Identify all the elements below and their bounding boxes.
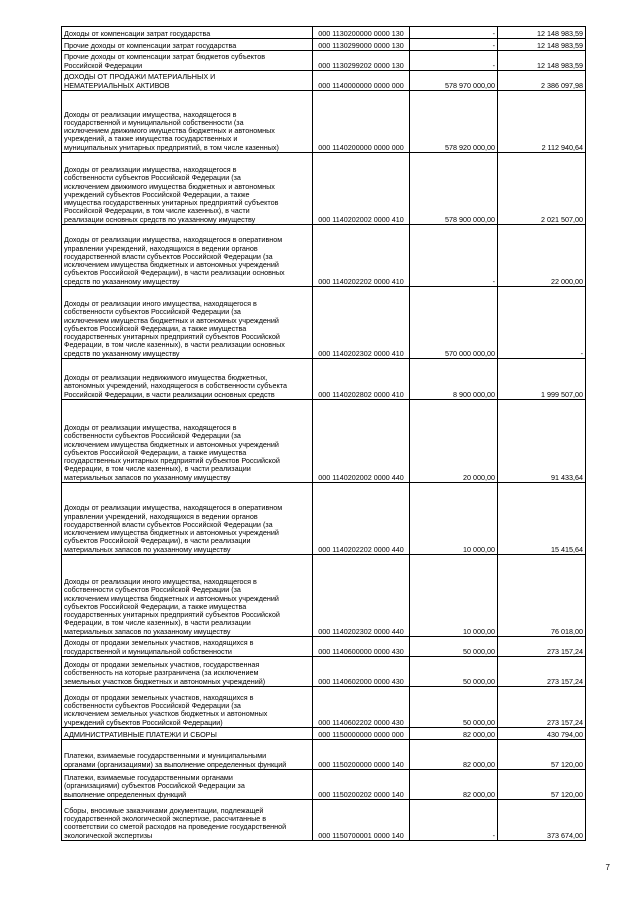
row-plan-cell: 570 000 000,00 xyxy=(410,287,498,359)
row-name-cell: Доходы от реализации имущества, находящегося в государственной и муниципальной собственности (за исключением движимого имущества бюджетных и автономных учреждений, а также имущества государственных и муниципальных унитарных предприятий, в том числе казенных) xyxy=(62,91,313,153)
row-fact-cell: 2 112 940,64 xyxy=(498,91,586,153)
row-plan-cell: - xyxy=(410,27,498,39)
row-code-cell: 000 1130299000 0000 130 xyxy=(313,39,410,51)
row-plan-cell: 10 000,00 xyxy=(410,555,498,637)
row-name-cell: Доходы от продажи земельных участков, находящихся в государственной и муниципальной собственности xyxy=(62,637,313,657)
row-code-cell: 000 1140000000 0000 000 xyxy=(313,71,410,91)
row-plan-cell: 50 000,00 xyxy=(410,657,498,687)
row-code-cell: 000 1140202202 0000 440 xyxy=(313,483,410,555)
row-name-cell: Доходы от реализации недвижимого имущества бюджетных, автономных учреждений, находящегося в собственности субъекта Российской Федерации, в части реализации основных средств xyxy=(62,359,313,400)
table-row xyxy=(62,51,586,71)
row-code-cell: 000 1140202302 0000 440 xyxy=(313,555,410,637)
row-name-cell: Доходы от реализации иного имущества, находящегося в собственности субъектов Российской Федерации (за исключением имущества бюджетных и автономных учреждений субъектов Российской Федерации, а также имущества государственных унитарных предприятий субъектов Российской Федерации, в том числе казенных), в части реализации основных средств по указанному имуществу xyxy=(62,287,313,359)
row-plan-cell: 578 900 000,00 xyxy=(410,153,498,225)
row-name-cell: Платежи, взимаемые государственными органами (организациями) субъектов Российской Федерации за выполнение определенных функций xyxy=(62,770,313,800)
row-name-cell: Доходы от реализации имущества, находящегося в собственности субъектов Российской Федерации (за исключением имущества бюджетных и автономных учреждений субъектов Российской Федерации, а также имущества государственных унитарных предприятий субъектов Российской Федерации, в том числе казенных), в части реализации материальных запасов по указанному имуществу xyxy=(62,400,313,483)
row-code-cell: 000 1150200000 0000 140 xyxy=(313,740,410,770)
row-code-cell: 000 1150700001 0000 140 xyxy=(313,800,410,841)
row-name-cell: Доходы от компенсации затрат государства xyxy=(62,27,313,39)
row-name-cell: Доходы от реализации имущества, находящегося в оперативном управлении учреждений, находящихся в ведении органов государственной власти субъектов Российской Федерации (за исключением имущества бюджетных и автономных учреждений субъектов Российской Федерации), в части реализации основных средств по указанному имуществу xyxy=(62,225,313,287)
row-name-cell: Прочие доходы от компенсации затрат государства xyxy=(62,39,313,51)
row-code-cell: 000 1140202302 0000 410 xyxy=(313,287,410,359)
row-fact-cell: 1 999 507,00 xyxy=(498,359,586,400)
row-fact-cell: 12 148 983,59 xyxy=(498,51,586,71)
row-plan-cell: 50 000,00 xyxy=(410,637,498,657)
row-name-cell: Доходы от продажи земельных участков, находящихся в собственности субъектов Российской Федерации (за исключением земельных участков бюджетных и автономных учреждений субъектов Российской Федерации) xyxy=(62,687,313,728)
row-fact-cell: 12 148 983,59 xyxy=(498,27,586,39)
row-fact-cell: 373 674,00 xyxy=(498,800,586,841)
row-fact-cell: 273 157,24 xyxy=(498,687,586,728)
row-name-cell: ДОХОДЫ ОТ ПРОДАЖИ МАТЕРИАЛЬНЫХ И НЕМАТЕРИАЛЬНЫХ АКТИВОВ xyxy=(62,71,313,91)
page-number: 7 xyxy=(605,863,610,872)
row-name-cell: Сборы, вносимые заказчиками документации, подлежащей государственной экологической экспертизе, рассчитанные в соответствии со сметой расходов на проведение государственной экологической экспертизы xyxy=(62,800,313,841)
row-code-cell: 000 1140200000 0000 000 xyxy=(313,91,410,153)
row-fact-cell: 15 415,64 xyxy=(498,483,586,555)
row-fact-cell: 273 157,24 xyxy=(498,637,586,657)
revenue-table-body xyxy=(62,27,586,841)
row-plan-cell: 50 000,00 xyxy=(410,687,498,728)
row-name-cell: Доходы от реализации иного имущества, находящегося в собственности субъектов Российской Федерации (за исключением имущества бюджетных и автономных учреждений субъектов Российской Федерации, а также имущества государственных унитарных предприятий субъектов Российской Федерации, в том числе казенных), в части реализации материальных запасов по указанному имуществу xyxy=(62,555,313,637)
row-code-cell: 000 1150000000 0000 000 xyxy=(313,728,410,740)
table-row xyxy=(62,800,586,841)
table-row xyxy=(62,153,586,225)
row-fact-cell: 273 157,24 xyxy=(498,657,586,687)
row-plan-cell: 8 900 000,00 xyxy=(410,359,498,400)
row-code-cell: 000 1140202002 0000 410 xyxy=(313,153,410,225)
row-plan-cell: - xyxy=(410,225,498,287)
row-plan-cell: - xyxy=(410,800,498,841)
row-code-cell: 000 1140602000 0000 430 xyxy=(313,657,410,687)
row-code-cell: 000 1130200000 0000 130 xyxy=(313,27,410,39)
row-fact-cell: 57 120,00 xyxy=(498,770,586,800)
row-code-cell: 000 1140602202 0000 430 xyxy=(313,687,410,728)
row-code-cell: 000 1130299202 0000 130 xyxy=(313,51,410,71)
row-code-cell: 000 1140202802 0000 410 xyxy=(313,359,410,400)
row-code-cell: 000 1150200202 0000 140 xyxy=(313,770,410,800)
row-name-cell: Доходы от продажи земельных участков, государственная собственность на которые разграничена (за исключением земельных участков бюджетных и автономных учреждений) xyxy=(62,657,313,687)
row-fact-cell: 76 018,00 xyxy=(498,555,586,637)
row-fact-cell: - xyxy=(498,287,586,359)
table-row xyxy=(62,770,586,800)
row-plan-cell: 578 970 000,00 xyxy=(410,71,498,91)
table-row xyxy=(62,91,586,153)
table-row xyxy=(62,740,586,770)
row-fact-cell: 22 000,00 xyxy=(498,225,586,287)
table-row xyxy=(62,687,586,728)
row-fact-cell: 2 386 097,98 xyxy=(498,71,586,91)
row-code-cell: 000 1140600000 0000 430 xyxy=(313,637,410,657)
table-row xyxy=(62,483,586,555)
row-plan-cell: 20 000,00 xyxy=(410,400,498,483)
row-fact-cell: 12 148 983,59 xyxy=(498,39,586,51)
table-row xyxy=(62,71,586,91)
row-plan-cell: 82 000,00 xyxy=(410,770,498,800)
row-code-cell: 000 1140202002 0000 440 xyxy=(313,400,410,483)
row-plan-cell: 82 000,00 xyxy=(410,728,498,740)
row-plan-cell: 578 920 000,00 xyxy=(410,91,498,153)
table-row xyxy=(62,555,586,637)
row-plan-cell: 82 000,00 xyxy=(410,740,498,770)
revenue-table xyxy=(61,26,586,841)
row-fact-cell: 91 433,64 xyxy=(498,400,586,483)
table-row xyxy=(62,657,586,687)
row-plan-cell: 10 000,00 xyxy=(410,483,498,555)
row-name-cell: Платежи, взимаемые государственными и муниципальными органами (организациями) за выполнение определенных функций xyxy=(62,740,313,770)
table-row xyxy=(62,359,586,400)
row-name-cell: АДМИНИСТРАТИВНЫЕ ПЛАТЕЖИ И СБОРЫ xyxy=(62,728,313,740)
table-row xyxy=(62,287,586,359)
row-name-cell: Доходы от реализации имущества, находящегося в оперативном управлении учреждений, находящихся в ведении органов государственной власти субъектов Российской Федерации (за исключением имущества бюджетных и автономных учреждений субъектов Российской Федерации), в части реализации материальных запасов по указанному имуществу xyxy=(62,483,313,555)
table-row xyxy=(62,39,586,51)
table-row xyxy=(62,728,586,740)
row-name-cell: Доходы от реализации имущества, находящегося в собственности субъектов Российской Федерации (за исключением движимого имущества бюджетных и автономных учреждений субъектов Российской Федерации, а также имущества государственных унитарных предприятий субъектов Российской Федерации, в том числе казенных), в части реализации основных средств по указанному имуществу xyxy=(62,153,313,225)
table-row xyxy=(62,637,586,657)
row-fact-cell: 2 021 507,00 xyxy=(498,153,586,225)
row-fact-cell: 430 794,00 xyxy=(498,728,586,740)
table-row xyxy=(62,225,586,287)
table-row xyxy=(62,400,586,483)
row-plan-cell: - xyxy=(410,39,498,51)
row-fact-cell: 57 120,00 xyxy=(498,740,586,770)
table-row xyxy=(62,27,586,39)
row-plan-cell: - xyxy=(410,51,498,71)
row-name-cell: Прочие доходы от компенсации затрат бюджетов субъектов Российской Федерации xyxy=(62,51,313,71)
row-code-cell: 000 1140202202 0000 410 xyxy=(313,225,410,287)
